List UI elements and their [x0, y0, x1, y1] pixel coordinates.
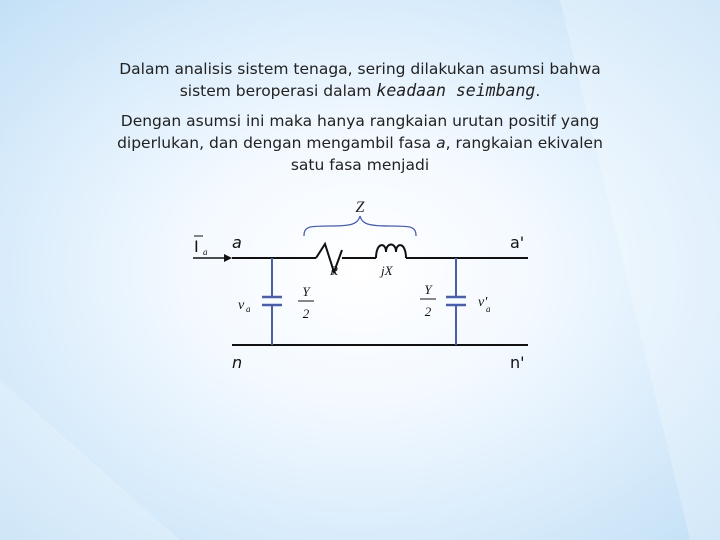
assumption-line-2-text: diperlukan, dan dengan mengambil fasa [117, 134, 437, 152]
impedance-label: Z [355, 199, 365, 216]
current-subscript: a [203, 247, 208, 257]
resistance-label: R [330, 263, 338, 278]
sending-admittance-fraction [298, 284, 314, 321]
current-label: I [194, 237, 199, 256]
node-n-prime-label: n' [510, 353, 525, 372]
emphasis-phase: a [436, 134, 446, 152]
node-a-label: a [232, 233, 242, 252]
sending-voltage-subscript: a [246, 304, 251, 314]
sending-admittance-numerator: Y [302, 284, 310, 299]
reactance-label: jX [381, 263, 393, 278]
intro-line-2-text: sistem beroperasi dalam [179, 82, 377, 100]
sending-end-capacitor [262, 258, 282, 345]
current-arrowhead [224, 254, 232, 262]
emphasis-balanced: keadaan seimbang [376, 81, 536, 100]
impedance-brace [304, 216, 416, 236]
assumption-line-1: Dengan asumsi ini maka hanya rangkaian urutan positif yang [120, 112, 600, 130]
receiving-voltage-subscript: a [486, 304, 491, 314]
resistor-symbol [316, 244, 342, 272]
node-a-prime-label: a' [510, 233, 525, 252]
receiving-admittance-denominator: 2 [424, 304, 432, 319]
receiving-voltage-label: v' [478, 295, 488, 310]
inductor-symbol [376, 245, 406, 259]
sending-admittance-denominator: 2 [302, 306, 310, 321]
intro-line-2-end: . [535, 82, 541, 100]
sending-voltage-label: v [238, 298, 245, 313]
assumption-line-3: satu fasa menjadi [290, 156, 430, 174]
node-n-label: n [232, 353, 243, 372]
intro-line-1: Dalam analisis sistem tenaga, sering dilakukan asumsi bahwa [119, 60, 601, 78]
receiving-admittance-fraction [420, 282, 436, 319]
receiving-admittance-numerator: Y [424, 282, 432, 297]
receiving-end-capacitor [446, 258, 466, 345]
assumption-line-2-end: , rangkaian ekivalen [445, 134, 603, 152]
